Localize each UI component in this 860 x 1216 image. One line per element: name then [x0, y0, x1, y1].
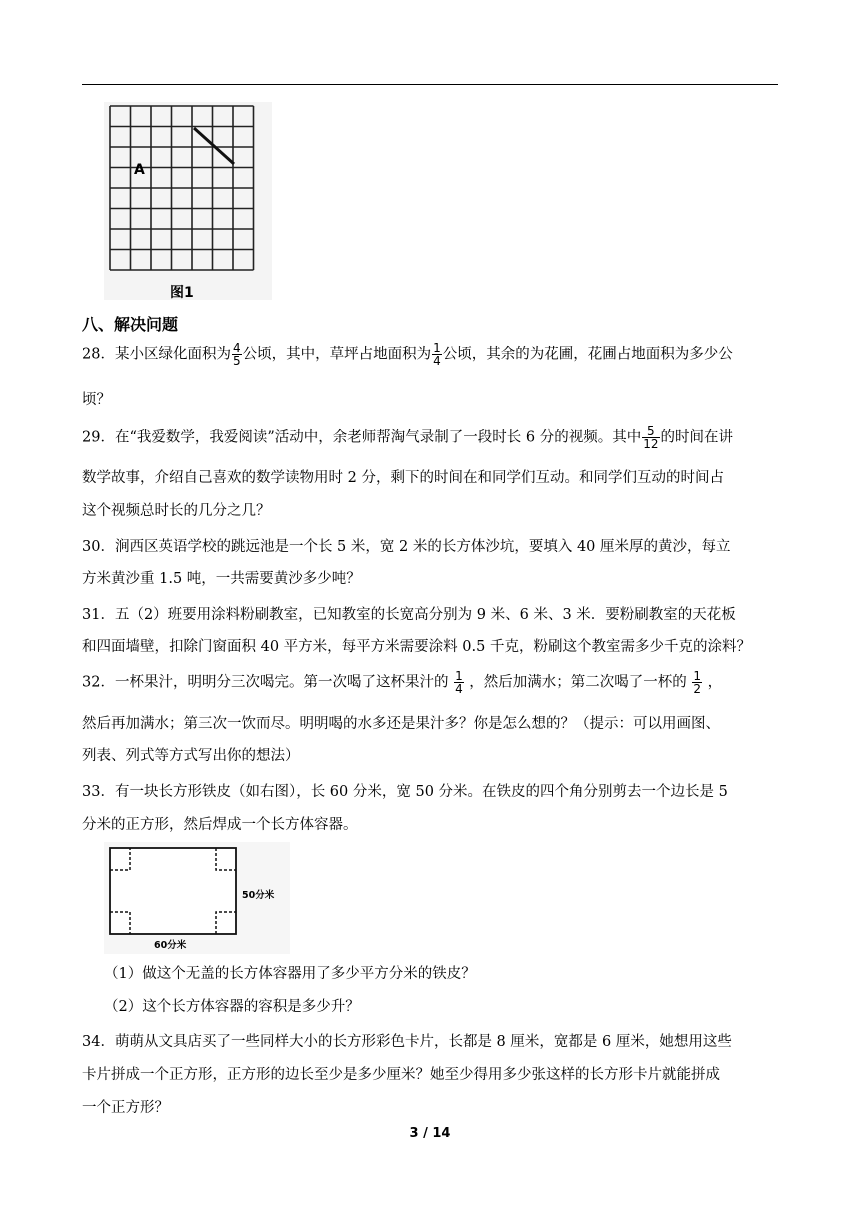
question-34-line-1: 34．萌萌从文具店买了一些同样大小的长方形彩色卡片，长都是 8 厘米，宽都是 6 厘米，她想用这些 — [82, 1034, 732, 1050]
question-28-line-1 — [82, 342, 733, 367]
q32-fraction-2 — [692, 670, 702, 695]
numerator: 1 — [433, 341, 441, 355]
sheet-outline — [110, 848, 236, 934]
question-28-line-2: 顷？ — [82, 392, 111, 408]
denominator: 5 — [232, 354, 241, 368]
numerator: 1 — [693, 669, 702, 683]
q32-text-b: ，然后加满水；第二次喝了一杯的 — [464, 674, 692, 691]
question-32-line-3: 列表、列式等方式写出你的想法） — [82, 748, 300, 764]
denominator: 4 — [433, 354, 441, 368]
question-29-line-1 — [82, 425, 733, 450]
iron-sheet-figure — [104, 842, 290, 954]
question-31-line-2: 和四面墙壁，扣除门窗面积 40 平方米，每平方米需要涂料 0.5 千克，粉刷这个教室需多少千克的涂料？ — [82, 639, 751, 655]
denominator: 2 — [693, 682, 702, 696]
question-34-line-3: 一个正方形？ — [82, 1100, 169, 1116]
question-32-line-1 — [82, 670, 722, 695]
q32-fraction-1 — [454, 670, 464, 695]
length-label: 60分米 — [154, 940, 187, 951]
q28-text-a: 28．某小区绿化面积为 — [82, 346, 231, 363]
q29-text-b: 的时间在讲 — [660, 429, 733, 446]
question-29-line-3: 这个视频总时长的几分之几？ — [82, 503, 271, 519]
q28-text-b: 公顷，其中，草坪占地面积为 — [242, 346, 432, 363]
grid-figure — [104, 102, 272, 300]
denominator: 4 — [455, 682, 463, 696]
figure-caption: 图1 — [170, 285, 194, 300]
question-29-line-2: 数学故事，介绍自己喜欢的数学读物用时 2 分，剩下的时间在和同学们互动。和同学们互动的时间占 — [82, 470, 724, 486]
numerator: 4 — [232, 341, 241, 355]
q29-text-a: 29．在“我爱数学，我爱阅读”活动中，余老师帮淘气录制了一段时长 6 分的视频。其中 — [82, 429, 642, 446]
header-rule — [82, 84, 778, 85]
denominator: 12 — [643, 437, 659, 451]
question-33-line-1: 33．有一块长方形铁皮（如右图），长 60 分米，宽 50 分米。在铁皮的四个角分别剪去一个边长是 5 — [82, 784, 728, 800]
question-30-line-1: 30．涧西区英语学校的跳远池是一个长 5 米，宽 2 米的长方体沙坑，要填入 40 厘米厚的黄沙，每立 — [82, 539, 731, 555]
question-33-line-2: 分米的正方形，然后焊成一个长方体容器。 — [82, 817, 358, 833]
numerator: 1 — [455, 669, 463, 683]
question-34-line-2: 卡片拼成一个正方形，正方形的边长至少是多少厘米？她至少得用多少张这样的长方形卡片就能拼成 — [82, 1067, 720, 1083]
numerator: 5 — [642, 425, 659, 438]
q32-text-c: ， — [703, 674, 723, 691]
question-33-sub-1: （1）做这个无盖的长方体容器用了多少平方分米的铁皮？ — [104, 966, 476, 982]
page-number: 3 / 14 — [409, 1126, 451, 1141]
width-label: 50分米 — [242, 890, 275, 901]
section-title: 八、解决问题 — [82, 315, 179, 334]
q29-fraction — [642, 425, 659, 450]
q32-text-a: 32．一杯果汁，明明分三次喝完。第一次喝了这杯果汁的 — [82, 674, 454, 691]
q28-fraction-2 — [432, 342, 442, 367]
point-label-a: A — [134, 162, 145, 178]
question-33-sub-2: （2）这个长方体容器的容积是多少升？ — [104, 999, 360, 1015]
question-30-line-2: 方米黄沙重 1.5 吨，一共需要黄沙多少吨？ — [82, 571, 361, 587]
question-32-line-2: 然后再加满水；第三次一饮而尽。明明喝的水多还是果汁多？你是怎么想的？（提示：可以用画图、 — [82, 716, 720, 732]
question-31-line-1: 31．五（2）班要用涂料粉刷教室，已知教室的长宽高分别为 9 米、6 米、3 米．要粉刷教室的天花板 — [82, 607, 736, 623]
q28-fraction-1 — [232, 342, 242, 367]
q28-text-c: 公顷，其余的为花圃，花圃占地面积为多少公 — [442, 346, 733, 363]
